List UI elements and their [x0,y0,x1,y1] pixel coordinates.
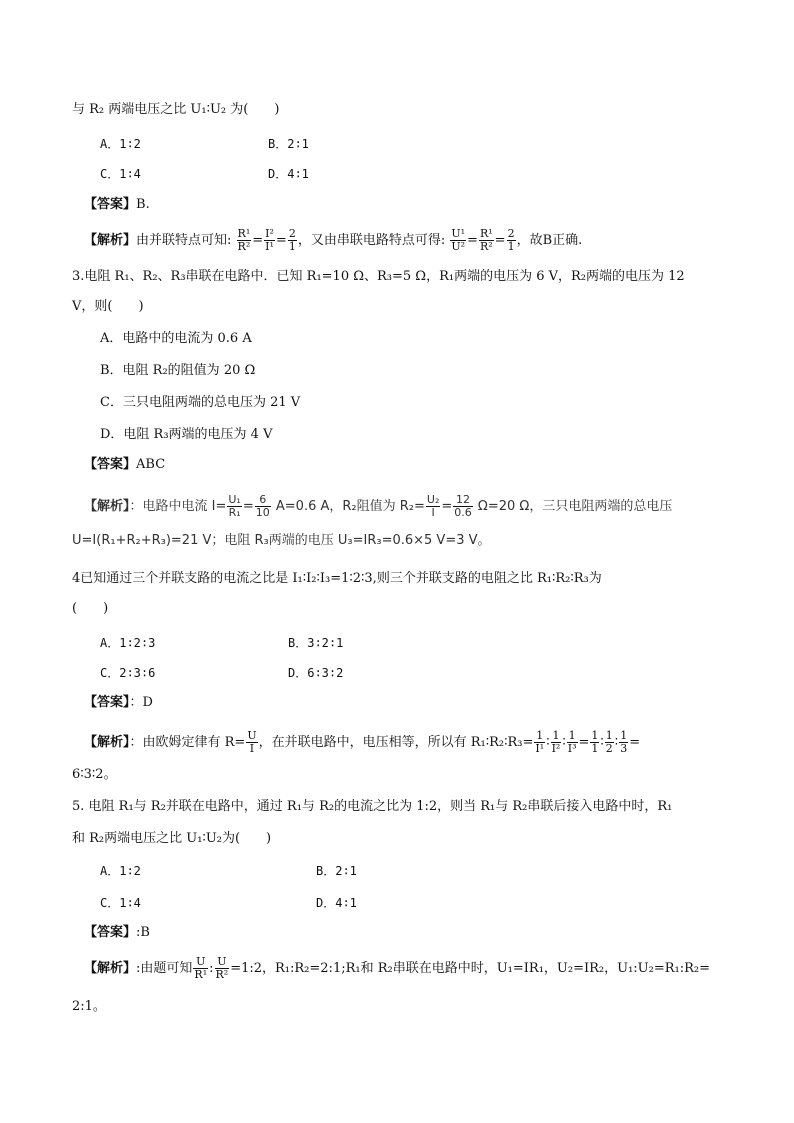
q4-option-d: D．6∶3∶2 [288,666,344,680]
q5-analysis-line-2: 2:1。 [72,999,106,1014]
analysis-text-c: ，故B正确. [516,233,583,248]
analysis-text-b: ，又由串联电路特点可得: [297,233,446,248]
analysis-text-b: ，在并联电路中，电压相等，所以有 R₁∶R₂∶R₃= [258,735,534,750]
q3-analysis-line-1: 【解析】：电路中电流 I= $\frac{\text{U₁}}{\text{R₁}}$ = $\frac{6}{10}$ A=0.6 A，R₂阻值为 R₂= $\frac{\text{U₂}}{I}$ = $\frac{12}{0.6}$ Ω=20 Ω，三只电阻两端的总电压 [84,493,673,519]
analysis-label: 【解析】 [84,961,137,976]
analysis-line: 【解析】由并联特点可知: $\frac{\text{R¹}}{\text{R²}}$ = $\frac{\text{I²}}{\text{I¹}}$ = $\frac{2}{1}$ ，又由串联电路特点可得: $\frac{\text{U¹}}{\text{U²}}$ = $\frac{\text{R¹}}{\text{R²}}$ = $\frac{2}{1}$ ，故B正确. [84,227,583,253]
option-c: C．1∶4 [100,167,141,181]
analysis-text: A=0.6 A，R₂阻值为 R₂= [271,499,425,514]
q5-option-a: A．1∶2 [100,864,141,878]
fraction: $\frac{\text{R¹}}{\text{R²}}$ [237,227,251,253]
fraction: $\frac{\text{U¹}}{\text{U²}}$ [451,227,466,253]
q4-stem-2: ( ) [72,601,109,616]
q5-option-d: D．4∶1 [316,896,357,910]
fraction: $\frac{6}{10}$ [255,493,270,519]
answer-label: 【答案】 [84,695,130,710]
analysis-text-a: ：由欧姆定律有 R= [129,735,246,750]
fraction: $\frac{1}{3}$ [620,729,628,755]
q3-option-c: C．三只电阻两端的总电压为 21 V [100,395,301,410]
q3-stem-1: 3.电阻 R₁、R₂、R₃串联在电路中．已知 R₁=10 Ω、R₃=5 Ω，R₁两端的电压为 6 V，R₂两端的电压为 12 [72,269,685,284]
fraction: $\frac{U}{I}$ [247,729,257,755]
fraction: $\frac{1}{\text{I³}}$ [567,729,577,755]
fraction: $\frac{1}{2}$ [605,729,613,755]
analysis-text: Ω=20 Ω，三只电阻两端的总电压 [473,499,673,514]
fraction: $\frac{12}{0.6}$ [454,493,472,519]
option-d: D．4∶1 [268,167,309,181]
fraction: $\frac{\text{I²}}{\text{I¹}}$ [265,227,274,253]
fraction: $\frac{U}{\text{R¹}}$ [194,955,208,981]
fraction: $\frac{1}{\text{I²}}$ [551,729,561,755]
option-a: A．1∶2 [100,137,141,151]
q4-analysis-line-2: 6∶3∶2。 [72,767,117,782]
analysis-text: ：电路中电流 I= [129,499,227,514]
q4-stem-1: 4已知通过三个并联支路的电流之比是 I₁∶I₂∶I₃=1∶2∶3,则三个并联支路的电阻之比 R₁∶R₂∶R₃为 [72,571,602,586]
q4-answer-line [84,694,153,712]
q5-option-c: C．1∶4 [100,896,141,910]
q5-answer-line [84,924,150,942]
q5-stem-1: 5. 电阻 R₁与 R₂并联在电路中，通过 R₁与 R₂的电流之比为 1:2，则当 R₁与 R₂串联后接入电路中时，R₁ [72,799,673,814]
fraction: $\frac{\text{R¹}}{\text{R²}}$ [479,227,493,253]
analysis-label: 【解析】 [84,233,137,248]
q3-answer-line [84,456,165,474]
answer-value: ABC [136,457,166,472]
q3-option-d: D．电阻 R₃两端的电压为 4 V [100,427,273,442]
analysis-label: 【解析】 [84,735,130,750]
option-b: B．2∶1 [268,137,309,151]
answer-value: :B [136,925,150,940]
q5-stem-2: 和 R₂两端电压之比 U₁∶U₂为( ) [72,831,272,846]
answer-value: B. [136,197,150,212]
q4-analysis-line-1: 【解析】：由欧姆定律有 R= $\frac{U}{I}$ ，在并联电路中，电压相等，所以有 R₁∶R₂∶R₃= $\frac{1}{\text{I¹}}$ ∶ $\frac{1}{\text{I²}}$ ∶ $\frac{1}{\text{I³}}$ = $\frac{1}{1}$ ∶ $\frac{1}{2}$ ∶ $\frac{1}{3}$ = [84,729,641,755]
fraction: $\frac{2}{1}$ [507,227,515,253]
q3-option-b: B．电阻 R₂的阻值为 20 Ω [100,363,256,378]
fraction: $\frac{1}{\text{I¹}}$ [535,729,545,755]
fraction: $\frac{\text{U₂}}{I}$ [426,493,440,519]
answer-label: 【答案】 [84,925,137,940]
question-tail: 与 R₂ 两端电压之比 U₁∶U₂ 为( ) [72,102,280,117]
answer-value: ：D [129,695,153,710]
q4-option-a: A．1∶2∶3 [100,636,156,650]
analysis-text-b: =1:2，R₁:R₂=2:1;R₁和 R₂串联在电路中时，U₁=IR₁，U₂=IR₂，U₁:U₂=R₁:R₂= [230,961,710,976]
fraction: $\frac{2}{1}$ [288,227,296,253]
answer-line [84,196,150,214]
q5-analysis-line-1: 【解析】:由题可知 $\frac{U}{\text{R¹}}$ : $\frac{U}{\text{R²}}$ =1:2，R₁:R₂=2:1;R₁和 R₂串联在电路中时，U₁=IR₁，U₂=IR₂，U₁:U₂=R₁:R₂= [84,955,710,981]
analysis-text-a: 由并联特点可知: [136,233,232,248]
answer-label: 【答案】 [84,457,137,472]
analysis-label: 【解析】 [84,499,130,514]
q3-analysis-line-2: U=I(R₁+R₂+R₃)=21 V；电阻 R₃两端的电压 U₃=IR₃=0.6×5 V=3 V。 [72,533,491,548]
q5-option-b: B．2∶1 [316,864,357,878]
q3-option-a: A．电路中的电流为 0.6 A [100,331,252,346]
fraction: $\frac{1}{1}$ [591,729,599,755]
answer-label: 【答案】 [84,197,137,212]
analysis-text-a: :由题可知 [136,961,193,976]
q3-stem-2: V，则( ) [72,299,144,314]
fraction: $\frac{\text{U₁}}{\text{R₁}}$ [228,493,241,519]
q4-option-b: B．3∶2∶1 [288,636,344,650]
q4-option-c: C．2∶3∶6 [100,666,156,680]
fraction: $\frac{U}{\text{R²}}$ [215,955,229,981]
